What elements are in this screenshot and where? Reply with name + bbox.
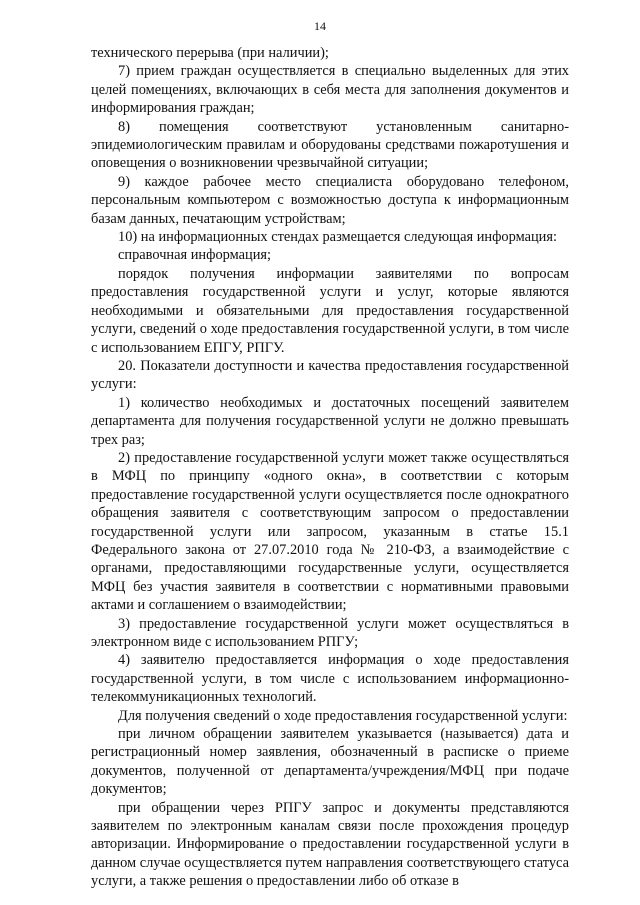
paragraph-item-8: 8) помещения соответствуют установленным санитарно-эпидемиологическим правилам и оборудованы средствами пожаротушения и оповещения о возникновении чрезвычайной ситуации; (91, 118, 569, 172)
paragraph-indicator-4: 4) заявителю предоставляется информация о ходе предоставления государственной услуги, в том числе с использованием информационно-телекоммуникационных технологий. (91, 652, 569, 706)
paragraph-item-9: 9) каждое рабочее место специалиста оборудовано телефоном, персональным компьютером с возможностью доступа к информационным базам данных, печатающим устройствам; (91, 173, 569, 227)
paragraph-personal-visit: при личном обращении заявителем указывается (называется) дата и регистрационный номер заявления, обозначенный в расписке о приеме документов, полученной от департамента/учреждения/МФЦ при подаче документов; (91, 726, 569, 798)
paragraph-reference-info: справочная информация; (118, 247, 272, 264)
document-body (91, 44, 569, 891)
paragraph-indicator-1: 1) количество необходимых и достаточных посещений заявителем департамента для получения государственной услуги не должно превышать трех раз; (91, 394, 569, 448)
paragraph-indicator-2: 2) предоставление государственной услуги может также осуществляться в МФЦ по принципу «одного окна», в соответствии с которым предоставление государственной услуги осуществляется после однократного обращения заявителя с соответствующим запросом о предоставлении государственной услуги или запросом, указанным в статье 15.1 Федерального закона от 27.07.2010 года № 210-ФЗ, а взаимодействие с органами, предоставляющими государственные услуги, осуществляется МФЦ без участия заявителя в соответствии с нормативными правовыми актами и соглашением о взаимодействии; (91, 449, 569, 614)
paragraph-status-intro: Для получения сведений о ходе предоставления государственной услуги: (118, 707, 568, 724)
paragraph-section-20: 20. Показатели доступности и качества предоставления государственной услуги: (91, 357, 569, 393)
paragraph-info-procedure: порядок получения информации заявителями по вопросам предоставления государственной услуги и услуг, которые являются необходимыми и обязательными для предоставления государственной услуги, сведений о ходе предоставления государственной услуги, в том числе с использованием ЕПГУ, РПГУ. (91, 265, 569, 356)
paragraph-indicator-3: 3) предоставление государственной услуги может осуществляться в электронном виде с использованием РПГУ; (91, 615, 569, 650)
page-number: 14 (314, 19, 326, 33)
paragraph-item-7: 7) прием граждан осуществляется в специально выделенных для этих целей помещениях, включающих в себя места для заполнения документов и информирования граждан; (91, 63, 569, 117)
paragraph-technical-break: технического перерыва (при наличии); (91, 45, 329, 61)
paragraph-item-10: 10) на информационных стендах размещается следующая информация: (118, 229, 558, 246)
paragraph-rpgu-request: при обращении через РПГУ запрос и документы представляются заявителем по электронным каналам связи после прохождения процедур авторизации. Информирование о предоставлении государственной услуги в данном случае осуществляется путем направления соответствующего статуса услуги, а также решения о предоставлении либо об отказе в (91, 799, 569, 890)
